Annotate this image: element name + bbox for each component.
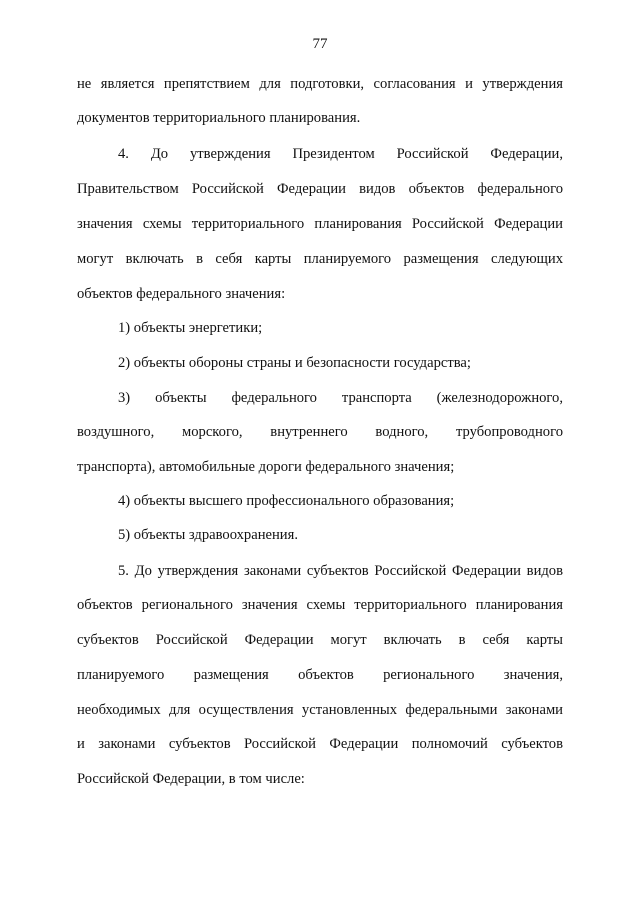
text-line: объектов федерального значения: bbox=[77, 286, 286, 302]
text-line: могут включать в себя карты планируемого размещения следующих bbox=[77, 251, 563, 267]
list-item: 5) объекты здравоохранения. bbox=[118, 527, 298, 543]
text-line: Российской Федерации, в том числе: bbox=[77, 771, 305, 787]
text-line: и законами субъектов Российской Федерации полномочий субъектов bbox=[77, 736, 563, 752]
text-line: не является препятствием для подготовки, согласования и утверждения bbox=[77, 76, 563, 92]
text-line: 4. До утверждения Президентом Российской Федерации, bbox=[118, 146, 563, 162]
list-item: 2) объекты обороны страны и безопасности государства; bbox=[118, 355, 471, 371]
list-item: 3) объекты федерального транспорта (железнодорожного, bbox=[118, 390, 563, 406]
text-line: воздушного, морского, внутреннего водного, трубопроводного bbox=[77, 424, 563, 440]
text-line: субъектов Российской Федерации могут включать в себя карты bbox=[77, 632, 563, 648]
text-line: значения схемы территориального планирования Российской Федерации bbox=[77, 216, 563, 232]
list-item: 4) объекты высшего профессионального образования; bbox=[118, 493, 455, 509]
text-line: Правительством Российской Федерации видов объектов федерального bbox=[77, 181, 563, 197]
text-line: планируемого размещения объектов регионального значения, bbox=[77, 667, 563, 683]
text-line: необходимых для осуществления установленных федеральными законами bbox=[77, 702, 563, 718]
page-number: 77 bbox=[312, 36, 328, 52]
text-line: транспорта), автомобильные дороги федерального значения; bbox=[77, 459, 455, 475]
text-line: объектов регионального значения схемы территориального планирования bbox=[77, 597, 563, 613]
text-line: 5. До утверждения законами субъектов Российской Федерации видов bbox=[118, 563, 563, 579]
text-line: документов территориального планирования. bbox=[77, 110, 361, 126]
list-item: 1) объекты энергетики; bbox=[118, 320, 263, 336]
